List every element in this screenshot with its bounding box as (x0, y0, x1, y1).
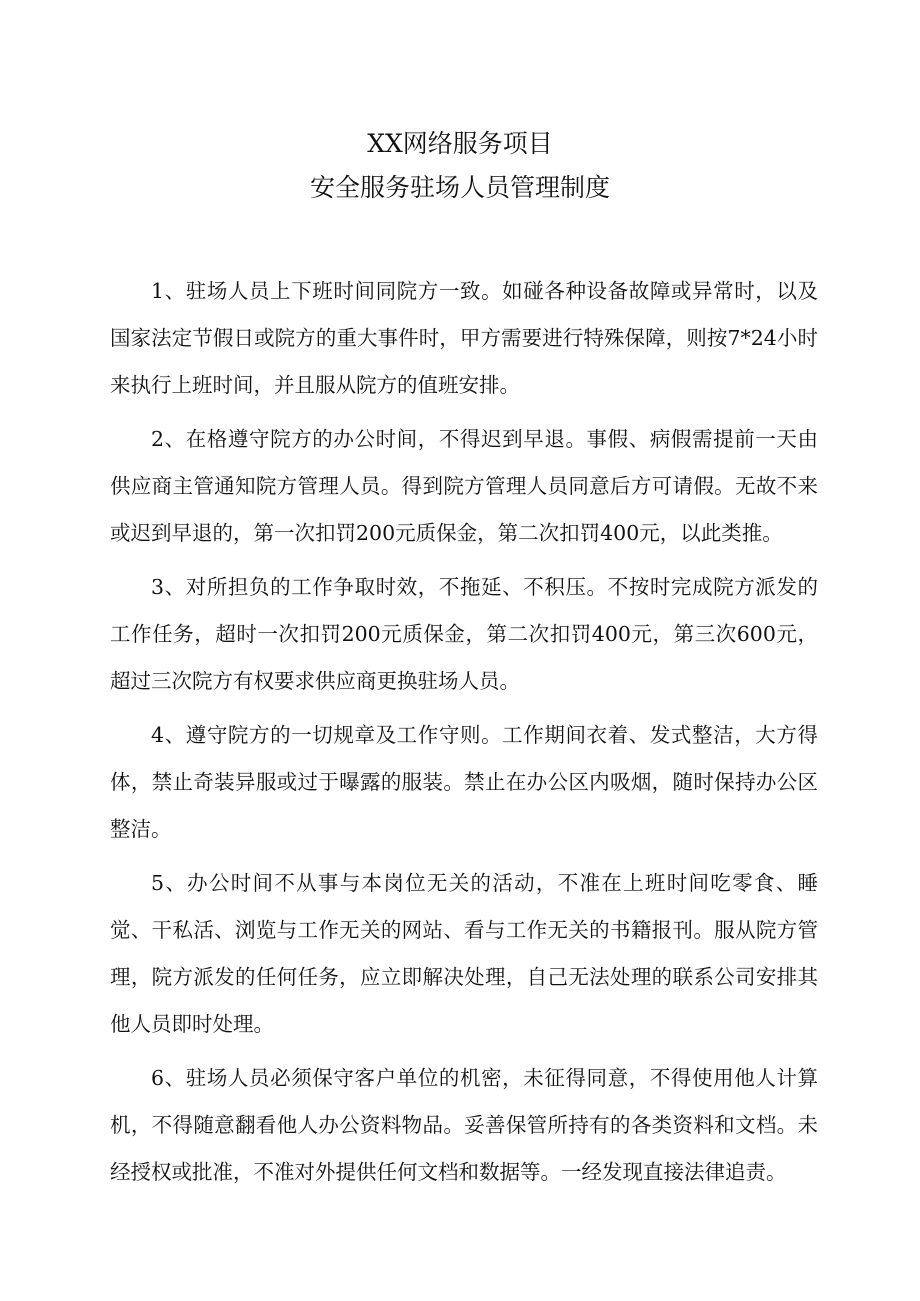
paragraph-4-conduct-rules: 4、遵守院方的一切规章及工作守则。工作期间衣着、发式整洁，大方得体，禁止奇装异服或过于曝露的服装。禁止在办公区内吸烟，随时保持办公区整洁。 (110, 723, 818, 841)
paragraph-2-attendance: 2、在格遵守院方的办公时间，不得迟到早退。事假、病假需提前一天由供应商主管通知院方管理人员。得到院方管理人员同意后方可请假。无故不来或迟到早退的，第一次扣罚200元质保金，第二次扣罚400元，以此类推。 (110, 427, 818, 545)
title-line-project: XX网络服务项目 (367, 129, 553, 158)
paragraph-3-task-timeliness: 3、对所担负的工作争取时效，不拖延、不积压。不按时完成院方派发的工作任务，超时一次扣罚200元质保金，第二次扣罚400元，第三次600元，超过三次院方有权要求供应商更换驻场人员。 (110, 575, 818, 693)
paragraph-5-work-discipline: 5、办公时间不从事与本岗位无关的活动，不准在上班时间吃零食、睡觉、干私活、浏览与工作无关的网站、看与工作无关的书籍报刊。服从院方管理，院方派发的任何任务，应立即解决处理，自己无法处理的联系公司安排其他人员即时处理。 (110, 871, 818, 1036)
paragraph-6-confidentiality: 6、驻场人员必须保守客户单位的机密，未征得同意，不得使用他人计算机，不得随意翻看他人办公资料物品。妥善保管所持有的各类资料和文档。未经授权或批准，不准对外提供任何文档和数据等。一经发现直接法律追责。 (110, 1066, 818, 1184)
document-body (110, 268, 818, 1203)
title-line-regulation: 安全服务驻场人员管理制度 (309, 173, 610, 202)
paragraph-1-work-hours: 1、驻场人员上下班时间同院方一致。如碰各种设备故障或异常时，以及国家法定节假日或院方的重大事件时，甲方需要进行特殊保障，则按7*24小时来执行上班时间，并且服从院方的值班安排。 (110, 279, 818, 397)
document-title (0, 122, 920, 210)
